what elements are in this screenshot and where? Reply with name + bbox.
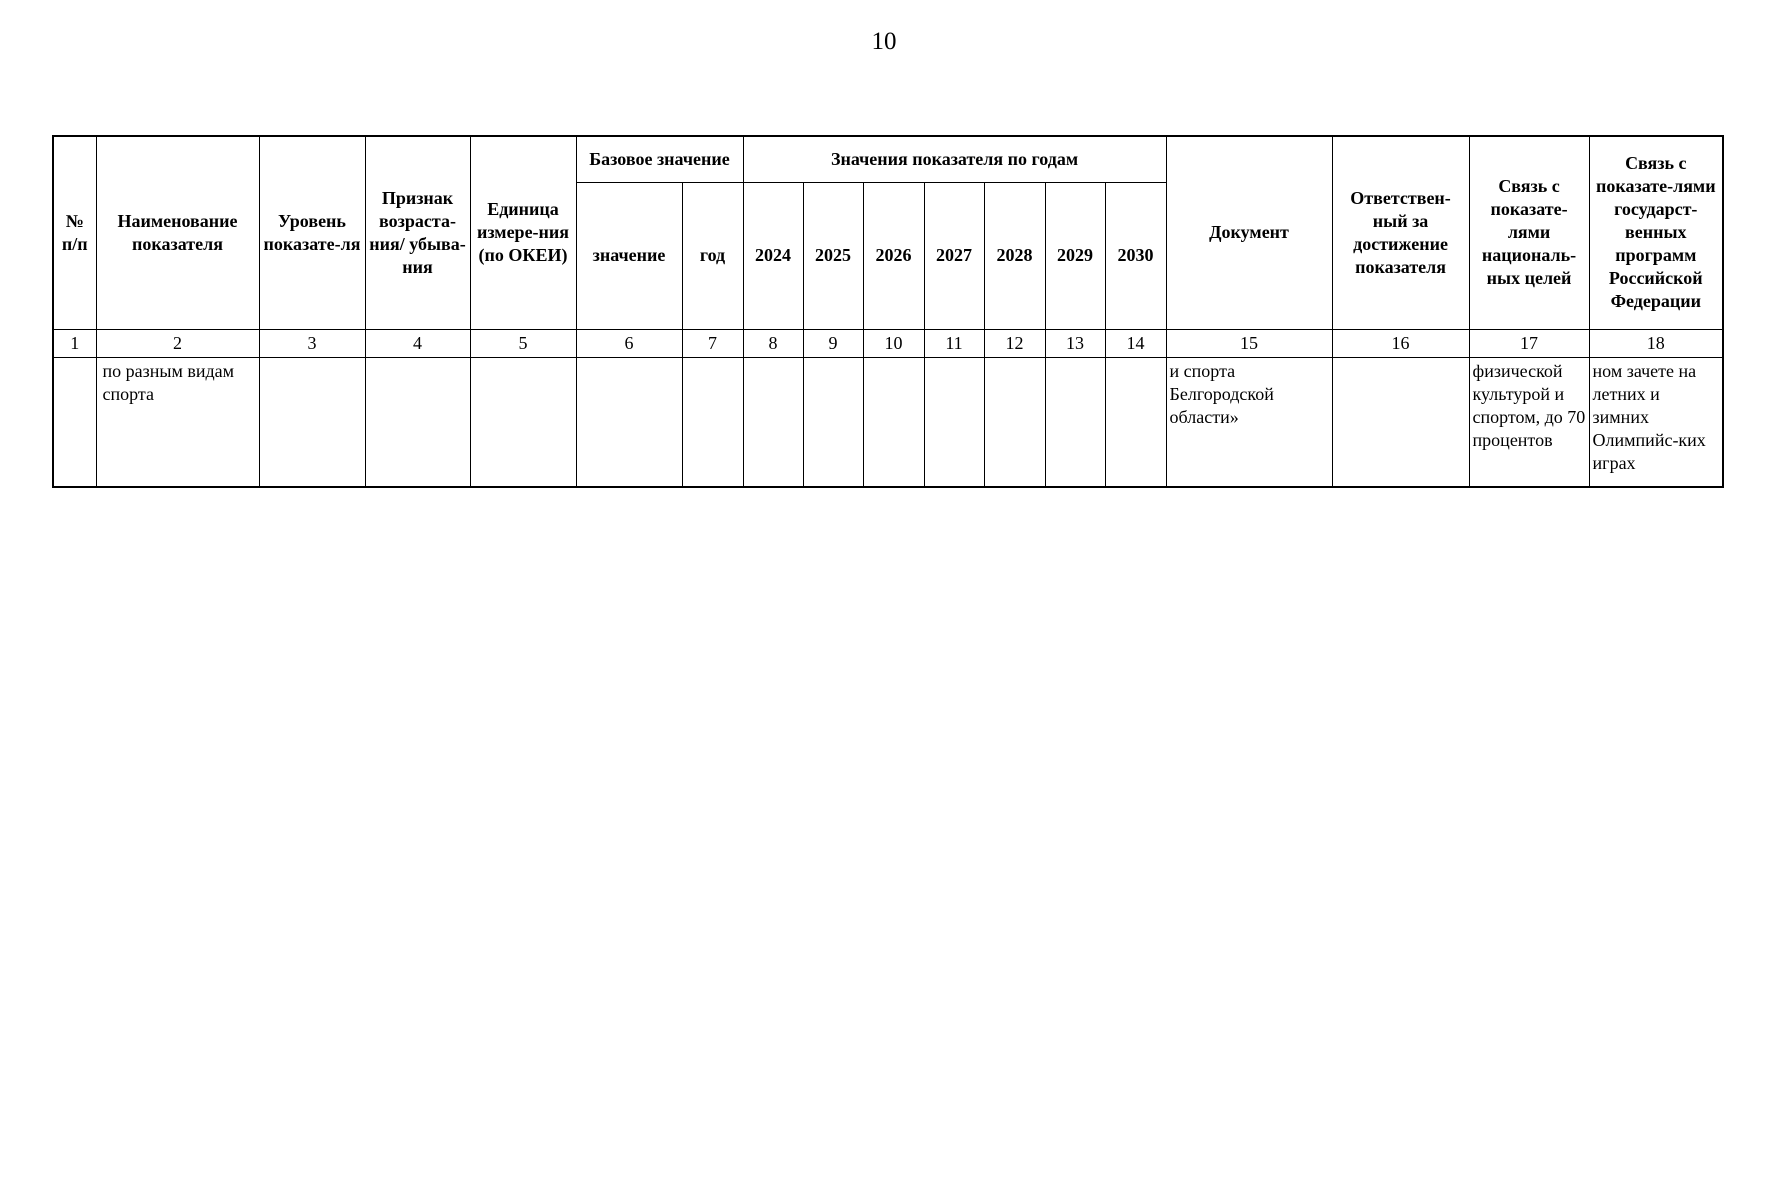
column-number: 4 [365, 329, 470, 357]
header-year: 2024 [743, 182, 803, 329]
cell-year-value [984, 357, 1045, 487]
cell-year-value [863, 357, 924, 487]
header-national-goals: Связь с показате-лями националь-ных целей [1469, 136, 1589, 329]
header-indicator-level: Уровень показате-ля [259, 136, 365, 329]
column-number: 8 [743, 329, 803, 357]
header-unit: Единица измере-ния (по ОКЕИ) [470, 136, 576, 329]
column-number: 3 [259, 329, 365, 357]
cell-number [53, 357, 96, 487]
column-number-row [53, 329, 1723, 357]
cell-growth-sign [365, 357, 470, 487]
header-year: 2028 [984, 182, 1045, 329]
cell-year-value [924, 357, 984, 487]
header-row-top [53, 136, 1723, 182]
column-number: 11 [924, 329, 984, 357]
column-number: 17 [1469, 329, 1589, 357]
header-document: Документ [1166, 136, 1332, 329]
header-year: 2025 [803, 182, 863, 329]
cell-unit [470, 357, 576, 487]
column-number: 7 [682, 329, 743, 357]
column-number: 5 [470, 329, 576, 357]
cell-state-programs: ном зачете на летних и зимних Олимпийс-ких играх [1589, 357, 1723, 487]
column-number: 14 [1105, 329, 1166, 357]
column-number: 15 [1166, 329, 1332, 357]
table-row [53, 357, 1723, 487]
header-responsible: Ответствен-ный за достижение показателя [1332, 136, 1469, 329]
column-number: 16 [1332, 329, 1469, 357]
cell-responsible [1332, 357, 1469, 487]
column-number: 6 [576, 329, 682, 357]
header-state-programs: Связь с показате-лями государст-венных программ Российской Федерации [1589, 136, 1723, 329]
header-years-group: Значения показателя по годам [743, 136, 1166, 182]
column-number: 9 [803, 329, 863, 357]
column-number: 12 [984, 329, 1045, 357]
indicators-table [52, 135, 1724, 488]
header-year: 2027 [924, 182, 984, 329]
cell-document: и спорта Белгородской области» [1166, 357, 1332, 487]
header-growth-sign: Признак возраста-ния/ убыва-ния [365, 136, 470, 329]
cell-year-value [743, 357, 803, 487]
column-number: 10 [863, 329, 924, 357]
cell-year-value [1045, 357, 1105, 487]
cell-base-year [682, 357, 743, 487]
header-year: 2030 [1105, 182, 1166, 329]
header-year: 2029 [1045, 182, 1105, 329]
header-indicator-name: Наименование показателя [96, 136, 259, 329]
cell-national-goals: физической культурой и спортом, до 70 процентов [1469, 357, 1589, 487]
page-number: 10 [871, 28, 897, 55]
cell-year-value [1105, 357, 1166, 487]
column-number: 18 [1589, 329, 1723, 357]
header-base-year: год [682, 182, 743, 329]
column-number: 1 [53, 329, 96, 357]
header-year: 2026 [863, 182, 924, 329]
cell-year-value [803, 357, 863, 487]
header-base-value: значение [576, 182, 682, 329]
cell-indicator-level [259, 357, 365, 487]
column-number: 13 [1045, 329, 1105, 357]
header-base-value-group: Базовое значение [576, 136, 743, 182]
header-number: № п/п [53, 136, 96, 329]
cell-base-value [576, 357, 682, 487]
column-number: 2 [96, 329, 259, 357]
cell-indicator-name: по разным видам спорта [96, 357, 259, 487]
